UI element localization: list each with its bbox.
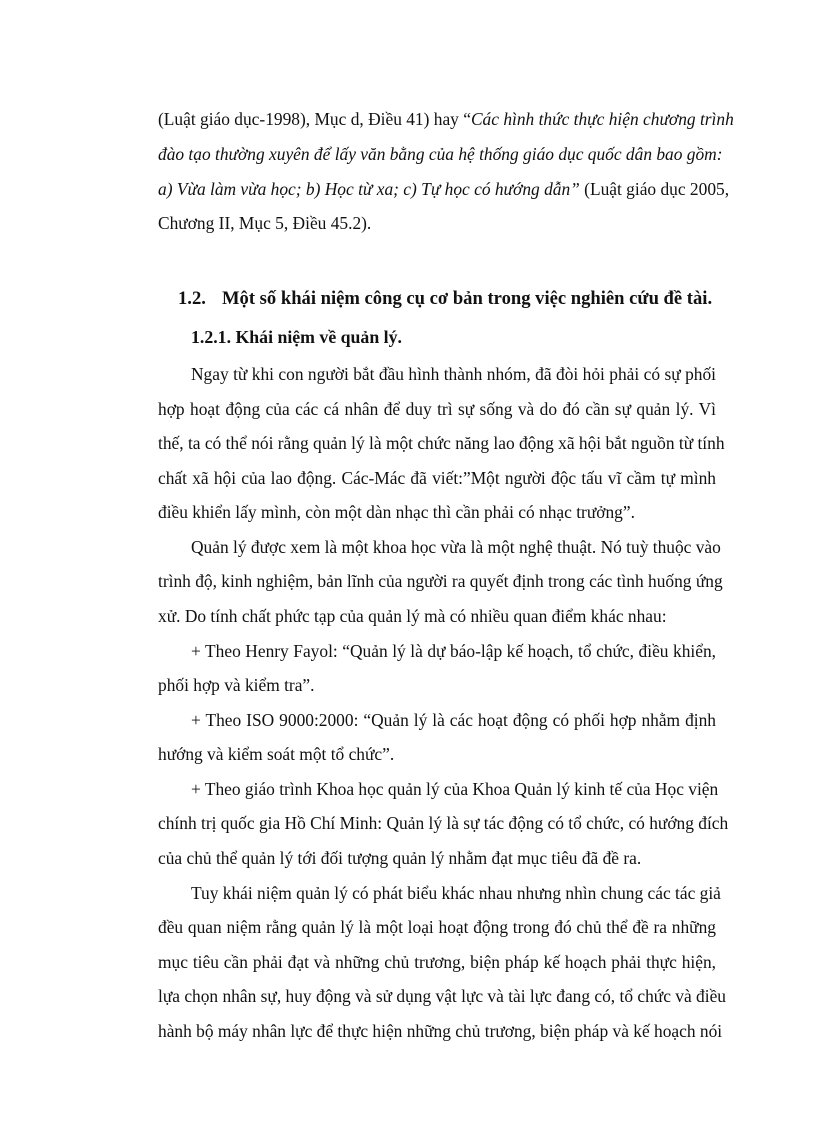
paragraph-4-line-2: phối hợp và kiểm tra”. (158, 675, 315, 695)
paragraph-2-line-3: thế, ta có thể nói rằng quản lý là một chức năng lao động xã hội bắt nguồn từ tính (158, 433, 725, 453)
paragraph-2-line-5: điều khiển lấy mình, còn một dàn nhạc thì cần phải có nhạc trưởng”. (158, 502, 635, 522)
italic-quote: a) Vừa làm vừa học; b) Học từ xa; c) Tự học có hướng dẫn” (158, 179, 580, 199)
text-run: (Luật giáo dục-1998), Mục d, Điều 41) hay “ (158, 109, 471, 129)
section-number: 1.2. (178, 288, 206, 309)
paragraph-7-line-3: mục tiêu cần phải đạt và những chủ trương, biện pháp kế hoạch phải thực hiện, (158, 952, 716, 972)
paragraph-1-line-3 (158, 178, 730, 200)
paragraph-2-line-1: Ngay từ khi con người bắt đầu hình thành nhóm, đã đòi hỏi phải có sự phối (191, 364, 716, 384)
paragraph-4-line-1: + Theo Henry Fayol: “Quản lý là dự báo-lập kế hoạch, tổ chức, điều khiển, (191, 641, 716, 661)
paragraph-1-line-1 (158, 108, 734, 130)
paragraph-5-line-2: hướng và kiểm soát một tổ chức”. (158, 744, 395, 764)
paragraph-3-line-1: Quản lý được xem là một khoa học vừa là một nghệ thuật. Nó tuỳ thuộc vào (191, 537, 721, 557)
paragraph-7-line-2: đều quan niệm rằng quản lý là một loại hoạt động trong đó chủ thể đề ra những (158, 917, 716, 937)
text-run: (Luật giáo dục 2005, (579, 179, 730, 199)
paragraph-7-line-4: lựa chọn nhân sự, huy động và sử dụng vật lực và tài lực đang có, tổ chức và điều (158, 986, 726, 1006)
paragraph-7-line-5: hành bộ máy nhân lực để thực hiện những chủ trương, biện pháp và kế hoạch nói (158, 1021, 723, 1041)
paragraph-3-line-2: trình độ, kinh nghiệm, bản lĩnh của người ra quyết định trong các tình huống ứng (158, 571, 723, 591)
paragraph-2-line-4: chất xã hội của lao động. Các-Mác đã viết:”Một người độc tấu vĩ cầm tự mình (158, 468, 716, 488)
section-title: Một số khái niệm công cụ cơ bản trong việc nghiên cứu đề tài. (222, 288, 713, 309)
paragraph-3-line-3: xử. Do tính chất phức tạp của quản lý mà có nhiều quan điểm khác nhau: (158, 606, 667, 626)
paragraph-1-line-4: Chương II, Mục 5, Điều 45.2). (158, 213, 372, 233)
paragraph-6-line-2: chính trị quốc gia Hồ Chí Minh: Quản lý là sự tác động có tổ chức, có hướng đích (158, 813, 729, 833)
paragraph-5-line-1: + Theo ISO 9000:2000: “Quản lý là các hoạt động có phối hợp nhằm định (191, 710, 716, 730)
paragraph-7-line-1: Tuy khái niệm quản lý có phát biểu khác nhau nhưng nhìn chung các tác giả (191, 883, 721, 903)
italic-quote: Các hình thức thực hiện chương trình (470, 109, 734, 129)
paragraph-2-line-2: hợp hoạt động của các cá nhân để duy trì sự sống và do đó cần sự quản lý. Vì (158, 399, 716, 419)
paragraph-1-line-2: đào tạo thường xuyên để lấy văn bằng của hệ thống giáo dục quốc dân bao gồm: (158, 144, 723, 164)
subsection-heading: 1.2.1. Khái niệm về quản lý. (191, 327, 402, 347)
paragraph-6-line-1: + Theo giáo trình Khoa học quản lý của Khoa Quản lý kinh tế của Học viện (191, 779, 719, 799)
section-heading (178, 288, 712, 310)
paragraph-6-line-3: của chủ thể quản lý tới đối tượng quản lý nhằm đạt mục tiêu đã đề ra. (158, 848, 642, 868)
